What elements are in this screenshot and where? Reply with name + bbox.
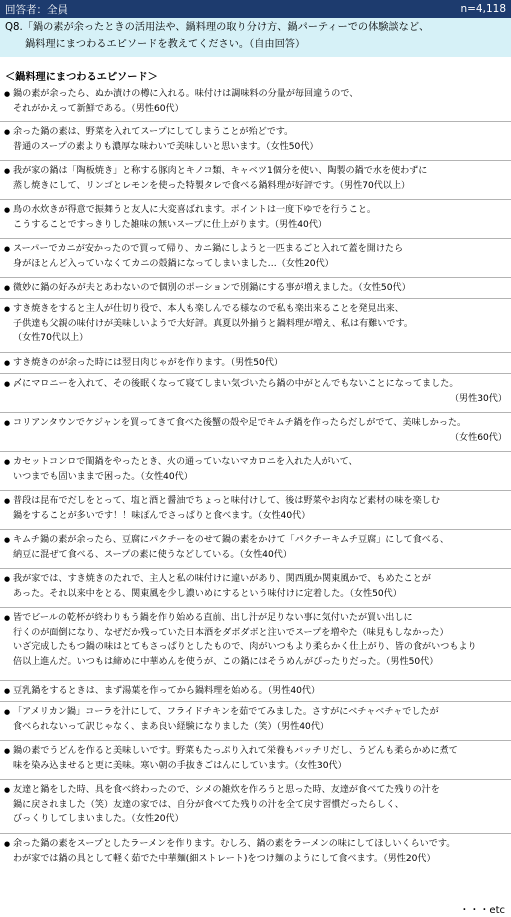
respondent-attribute: （女性60代） xyxy=(449,432,507,443)
bullet-icon: ● xyxy=(4,419,11,427)
bullet-icon: ● xyxy=(4,128,11,136)
respondent-attribute: （男性30代） xyxy=(449,393,507,404)
episode-text-line: すき焼きをすると主人が仕切り役で、本人も楽しんでる様なので私も楽出来ることを発見出来、 xyxy=(13,304,404,314)
bullet-icon: ● xyxy=(4,536,11,544)
episode-entry xyxy=(0,452,511,490)
episode-text-line: あった。それ以来中をとる、関東風を少し濃いめにするという味付けに定着した。（女性50代） xyxy=(13,588,402,599)
episode-entry xyxy=(0,299,511,352)
episode-entry xyxy=(0,413,511,451)
respondents-label: 回答者：全員 xyxy=(5,3,68,16)
bullet-icon: ● xyxy=(4,359,11,367)
episode-text-line: 鍋の素が余ったら、ぬか漬けの樽に入れる。味付けは調味料の分量が毎回違うので、 xyxy=(13,89,359,99)
episode-text-line: キムチ鍋の素が余ったら、豆腐にパクチーをのせて鍋の素をかけて「パクチーキムチ豆腐」にして食べる、 xyxy=(13,535,449,545)
episode-text-line: 行くのが面倒になり、なぜだか残っていた日本酒をダボダボと注いでスープを増やた（味見もしなかった） xyxy=(13,627,449,638)
episode-text-line: いざ完成したもつ鍋の味はとてもさっぱりとしたもので、肉がいつもより柔らかく仕上がり、皆の食がいつもより xyxy=(13,642,477,652)
episode-entry xyxy=(0,278,511,298)
bullet-icon: ● xyxy=(4,575,11,583)
episode-text-line: 微妙に鍋の好みが夫とあわないので個別のポーションで別鍋にする事が増えました。（女性50代） xyxy=(13,283,411,293)
episode-text-line: 鳥の水炊きが得意で振舞うと友人に大変喜ばれます。ポイントは一度下ゆでを行うこと。 xyxy=(13,205,377,215)
episode-entry xyxy=(0,161,511,199)
episode-entry xyxy=(0,84,511,121)
episode-text-line: 我が家の鍋は「陶板焼き」と称する豚肉とキノコ類、キャベツ1個分を使い、陶製の鍋で水を使わずに xyxy=(13,166,428,176)
bullet-icon: ● xyxy=(4,840,11,848)
question-box xyxy=(0,18,511,57)
bullet-icon: ● xyxy=(4,284,11,292)
episode-text-line: びっくりしてしまいました。（女性20代） xyxy=(13,814,184,824)
episode-entry xyxy=(0,491,511,529)
episode-text-line: 「アメリカン鍋」コーラを汁にして、フライドチキンを茹でてみました。さすがにベチャベチャでしたが xyxy=(13,707,439,717)
episode-text-line: わが家では鍋の具として軽く茹でた中華麺(細ストレート)をつけ麺のようにして食べます。（男性20代） xyxy=(13,853,436,864)
episode-text-line: 子供達も父親の味付けが美味しいようで大好評。真夏以外揃うと鍋料理が増え、私は有難いです。 xyxy=(13,318,413,329)
episode-text-line: コリアンタウンでケジャンを買ってきて食べた後蟹の殻や足でキムチ鍋を作ったらだしがでて、美味しかった。 xyxy=(13,418,467,428)
bullet-icon: ● xyxy=(4,786,11,794)
episode-entry xyxy=(0,780,511,833)
episode-text-line: それがかえって新鮮である。（男性60代） xyxy=(13,103,184,114)
bullet-icon: ● xyxy=(4,380,11,388)
episode-list xyxy=(0,84,511,874)
question-line-2: 鍋料理にまつわるエピソードを教えてください。（自由回答） xyxy=(25,39,306,50)
episode-text-line: 鍋に戻されました（笑）友達の家では、自分が食べてた残りの汁を全て戻す習慣だったらしく、 xyxy=(13,799,404,810)
episode-text-line: 倍以上進んだ。いつもは締めに中華めんを使うが、この鍋にはそうめんがぴったりだった。（男性50代） xyxy=(13,656,439,667)
episode-entry xyxy=(0,834,511,874)
episode-entry xyxy=(0,741,511,779)
episode-text-line: 我が家では、すき焼きのたれで、主人と私の味付けに違いがあり、関西風か関東風かで、もめたことが xyxy=(13,574,431,584)
episode-text-line: （女性70代以上） xyxy=(13,333,89,343)
episode-entry xyxy=(0,122,511,160)
bullet-icon: ● xyxy=(4,687,11,695)
episode-text-line: 食べられないって訳じゃなく、まあ良い経験になりました（笑）（男性40代） xyxy=(13,721,330,732)
episode-text-line: カセットコンロで閨鍋をやったとき、火の通っていないマカロニを入れた人がいて、 xyxy=(13,457,358,467)
episode-text-line: 味を染み込ませると更に美味。寒い朝の手抜きごはんにしています。（女性30代） xyxy=(13,760,347,771)
bullet-icon: ● xyxy=(4,245,11,253)
header-bar xyxy=(0,0,511,18)
episode-entry xyxy=(0,681,511,701)
episode-text-line: 蒸し焼きにして、リンゴとレモンを使った特製タレで食べる鍋料理が好評です。（男性70代以上） xyxy=(13,180,411,191)
episode-text-line: 余った鍋の素は、野菜を入れてスープにしてしまうことが殆どです。 xyxy=(13,127,294,137)
bullet-icon: ● xyxy=(4,614,11,622)
episode-entry xyxy=(0,530,511,568)
bullet-icon: ● xyxy=(4,206,11,214)
section-title: ＜鍋料理にまつわるエピソード＞ xyxy=(5,72,158,83)
bullet-icon: ● xyxy=(4,497,11,505)
episode-entry xyxy=(0,374,511,412)
episode-text-line: 普通のスープの素よりも濃厚な味わいで美味しいと思います。（女性50代） xyxy=(13,141,319,152)
episode-text-line: すき焼きのが余った時には翌日肉じゃがを作ります。（男性50代） xyxy=(13,358,284,368)
episode-text-line: 皆でビールの乾杯が終わりもう鍋を作り始める直前、出し汁が足りない事に気付いたが買い出しに xyxy=(13,613,413,623)
episode-entry xyxy=(0,608,511,680)
episode-text-line: 〆にマロニーを入れて、その後眠くなって寝てしまい気づいたら鍋の中がとんでもないことになってました。 xyxy=(13,379,459,389)
episode-entry xyxy=(0,239,511,277)
episode-text-line: 余った鍋の素をスープとしたラーメンを作ります。むしろ、鍋の素をラーメンの味にしてほしいくらいです。 xyxy=(13,839,456,849)
bullet-icon: ● xyxy=(4,305,11,313)
episode-text-line: 普段は昆布でだしをとって、塩と酒と醤油でちょっと味付けして、後は野菜やお肉など素材の味を楽しむ xyxy=(13,496,440,506)
episode-text-line: こうすることですっきりした雑味の無いスープに仕上がります。（男性40代） xyxy=(13,219,328,230)
episode-text-line: 鍋の素でうどんを作ると美味しいです。野菜もたっぷり入れて栄養もバッチリだし、うどんも柔らかめに煮て xyxy=(13,746,458,756)
episode-text-line: 友達と鍋をした時、具を食べ終わったので、シメの雑炊を作ろうと思った時、友達が食べてた残りの汁を xyxy=(13,785,440,795)
question-line-1: Q8.「鍋の素が余ったときの活用法や、鍋料理の取り分け方、鍋パーティーでの体験談など、 xyxy=(5,22,430,33)
episode-text-line: いつまでも固いままで困った。（女性40代） xyxy=(13,471,193,482)
episode-entry xyxy=(0,353,511,373)
episode-entry xyxy=(0,702,511,740)
episode-text-line: スーパーでカニが安かったので買って帰り、カニ鍋にしようと一匹まるごと入れて蓋を開けたら xyxy=(13,244,404,254)
bullet-icon: ● xyxy=(4,167,11,175)
episode-entry xyxy=(0,200,511,238)
episode-text-line: 納豆に混ぜて食べる、スープの素に使うなどしている。（女性40代） xyxy=(13,549,292,560)
etc-label: ・・・etc xyxy=(459,905,505,916)
bullet-icon: ● xyxy=(4,90,11,98)
sample-size: n=4,118 xyxy=(460,3,506,15)
bullet-icon: ● xyxy=(4,747,11,755)
episode-text-line: 鍋をすることが多いです！！味ぽんでさっぱりと食べます。（女性40代） xyxy=(13,510,311,521)
episode-text-line: 身がほとんど入っていなくてカニの殻鍋になってしまいました…（女性20代） xyxy=(13,258,334,269)
bullet-icon: ● xyxy=(4,708,11,716)
episode-entry xyxy=(0,569,511,607)
bullet-icon: ● xyxy=(4,458,11,466)
episode-text-line: 豆乳鍋をするときは、まず湯葉を作ってから鍋料理を始める。（男性40代） xyxy=(13,686,321,696)
